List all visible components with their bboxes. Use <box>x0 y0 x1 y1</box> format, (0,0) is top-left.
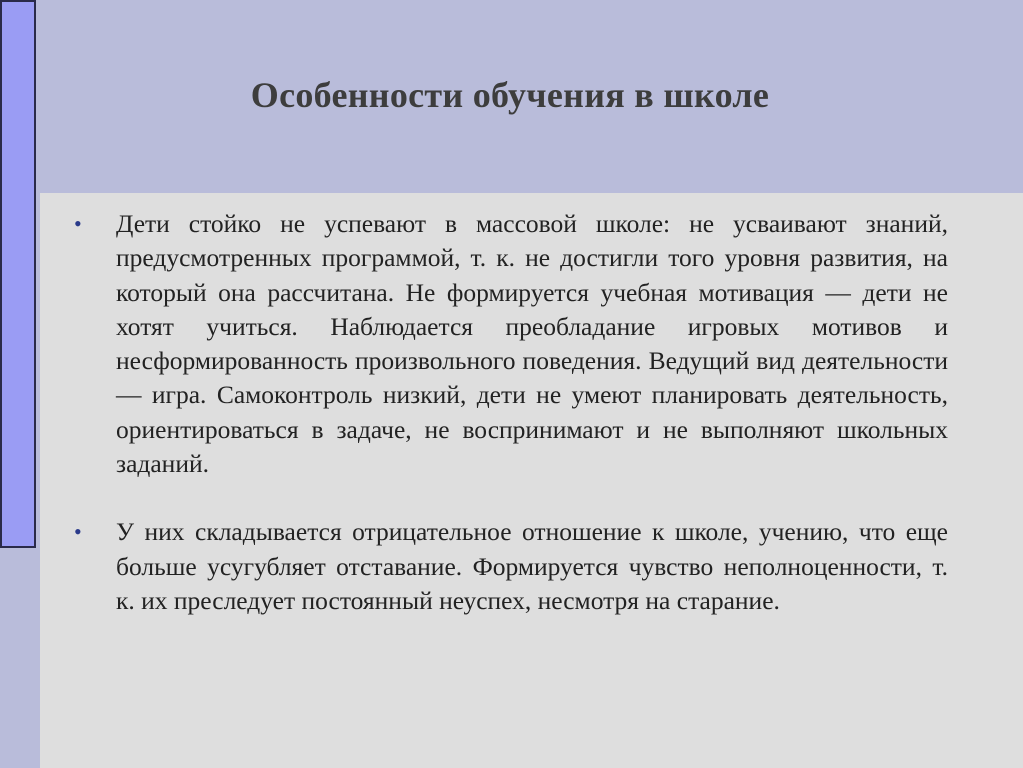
bullet-marker-icon: • <box>74 519 82 545</box>
left-accent-bar <box>0 0 36 548</box>
bullet-list <box>74 207 948 618</box>
slide-title: Особенности обучения в школе <box>250 75 770 115</box>
bullet-item <box>74 207 948 481</box>
bullet-item <box>74 515 948 618</box>
bullet-text: Дети стойко не успевают в массовой школе: не усваивают знаний, предусмотренных программой, т. к. не достигли того уровня развития, на который она рассчитана. Не формируется учебная мотивация — дети не хотят учиться. Наблюдается преобладание игровых мотивов и несформированность произвольного поведения. Ведущий вид деятельности — игра. Самоконтроль низкий, дети не умеют планировать деятельность, ориентироваться в задаче, не воспринимают и не выполняют школьных заданий. <box>116 209 948 479</box>
bullet-marker-icon: • <box>74 211 82 236</box>
bullet-text: У них складывается отрицательное отношение к школе, учению, что еще больше усугубляет отставание. Формируется чувство неполноценности, т. к. их преследует постоянный неуспех, несмотря на старание. <box>116 517 948 615</box>
